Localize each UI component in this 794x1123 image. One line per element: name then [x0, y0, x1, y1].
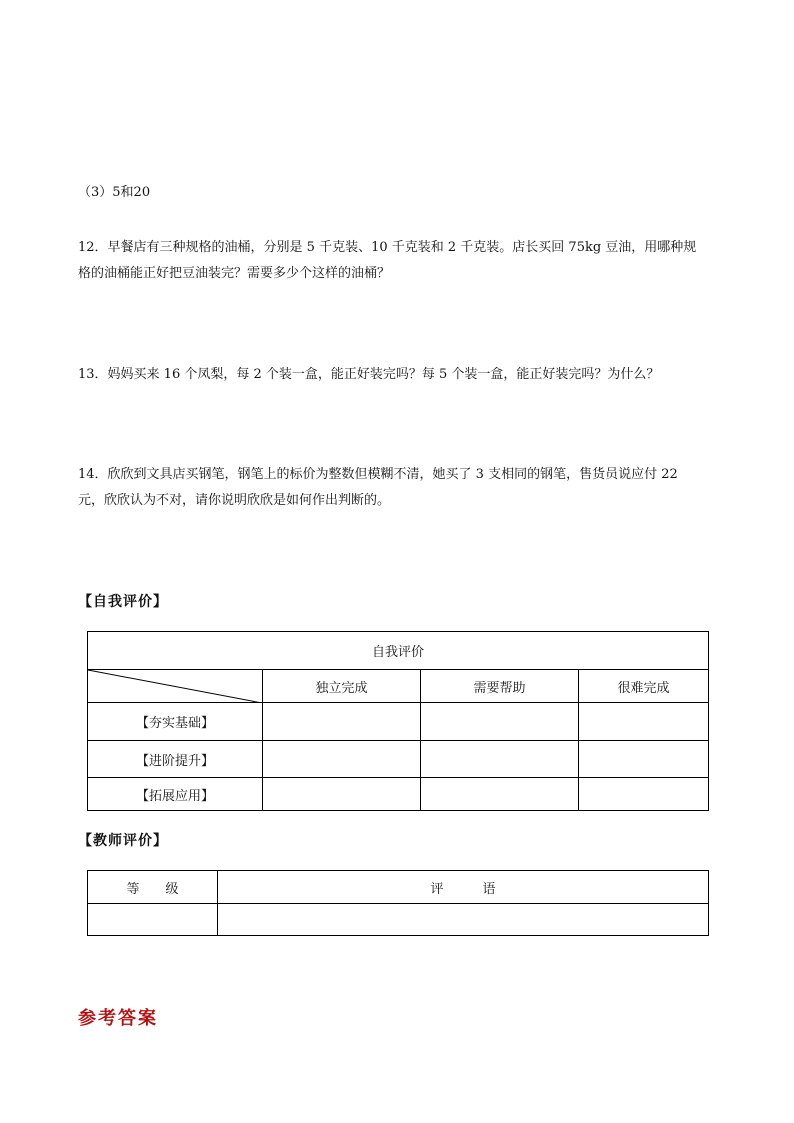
question-12-line-2: 格的油桶能正好把豆油装完？需要多少个这样的油桶？: [78, 266, 391, 281]
comment-header: 评 语: [218, 871, 709, 904]
eval-cell[interactable]: [263, 741, 421, 778]
self-evaluation-heading: 【自我评价】: [78, 594, 168, 610]
self-evaluation-table: [87, 631, 709, 811]
grade-cell[interactable]: [88, 904, 218, 936]
answer-section-title: 参考答案: [78, 1008, 158, 1029]
grade-header: 等 级: [88, 871, 218, 904]
teacher-evaluation-table: [87, 870, 709, 936]
question-12-line-1: 12．早餐店有三种规格的油桶，分别是 5 千克装、10 千克装和 2 千克装。店长买回 75kg 豆油，用哪种规: [78, 240, 697, 255]
question-14-line-2: 元，欣欣认为不对，请你说明欣欣是如何作出判断的。: [78, 493, 391, 508]
column-header: 很难完成: [579, 670, 709, 703]
eval-cell[interactable]: [579, 778, 709, 811]
question-13-line-1: 13．妈妈买来 16 个凤梨，每 2 个装一盒，能正好装完吗？每 5 个装一盒，能正好装完吗？为什么？: [78, 367, 660, 382]
row-header: 【拓展应用】: [88, 778, 263, 811]
column-header: 需要帮助: [421, 670, 579, 703]
eval-cell[interactable]: [263, 778, 421, 811]
eval-cell[interactable]: [421, 703, 579, 741]
teacher-evaluation-heading: 【教师评价】: [78, 833, 168, 849]
comment-cell[interactable]: [218, 904, 709, 936]
self-evaluation-table-title: 自我评价: [88, 632, 709, 670]
eval-cell[interactable]: [579, 703, 709, 741]
diagonal-line: [88, 670, 262, 703]
row-header: 【夯实基础】: [88, 703, 263, 741]
eval-cell[interactable]: [579, 741, 709, 778]
previous-answer: （3）5和20: [78, 185, 151, 200]
eval-cell[interactable]: [421, 778, 579, 811]
eval-cell[interactable]: [263, 703, 421, 741]
eval-cell[interactable]: [421, 741, 579, 778]
column-header: 独立完成: [263, 670, 421, 703]
row-header: 【进阶提升】: [88, 741, 263, 778]
question-14-line-1: 14．欣欣到文具店买钢笔，钢笔上的标价为整数但模糊不清，她买了 3 支相同的钢笔，售货员说应付 22: [78, 467, 678, 482]
diagonal-header-cell: [88, 670, 263, 703]
